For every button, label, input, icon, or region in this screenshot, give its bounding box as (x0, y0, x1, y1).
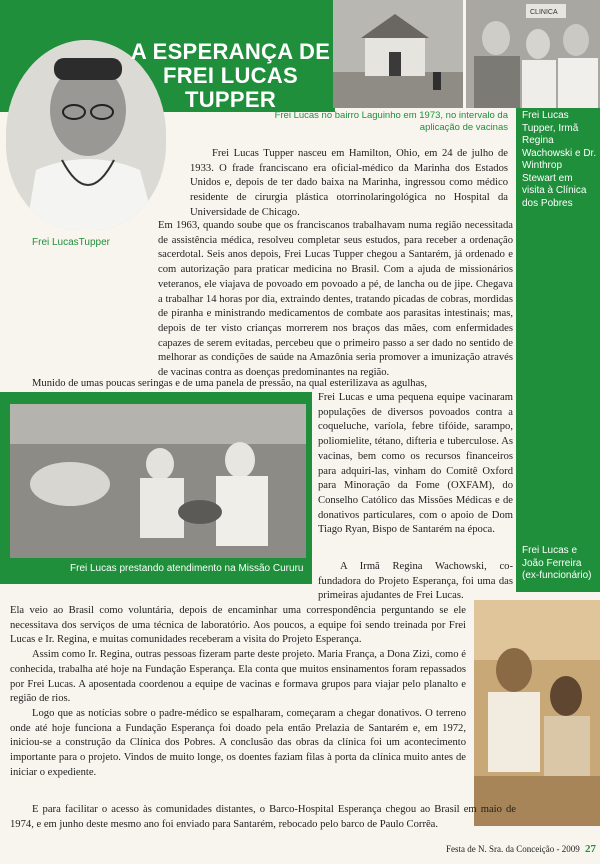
title-line-1: A ESPERANÇA DE (130, 39, 331, 64)
article-paragraph-3 (318, 391, 513, 538)
article-paragraph-2 (10, 219, 513, 381)
paragraph-4-cont-text: Ela veio ao Brasil como voluntária, depois de encaminhar uma correspondência perguntando se ele necessitava dos serviços de uma técnica de laboratório. Aos poucos, a equipe foi sendo treinada por Frei Lucas e Ir. Regina, e muitas comunidades receberam a visita do Projeto Esperança. (10, 605, 466, 646)
footer-publication: Festa de N. Sra. da Conceição - 2009 (446, 844, 580, 854)
mission-illustration (10, 404, 306, 558)
article-title (128, 40, 333, 112)
group-illustration (466, 0, 600, 108)
article-paragraph-3-intro (10, 377, 513, 392)
page-footer (420, 843, 596, 855)
house-photo (333, 0, 463, 108)
group-caption: Frei Lucas Tupper, Irmã Regina Wachowski e Dr. Winthrop Stewart em visita à Clínica dos Pobres (522, 110, 597, 209)
article-paragraph-4 (318, 560, 513, 604)
page-number: 27 (585, 843, 596, 855)
ferreira-caption: Frei Lucas e João Ferreira (ex-funcionário) (522, 545, 592, 581)
paragraph-1-text: Frei Lucas Tupper nasceu em Hamilton, Ohio, em 24 de julho de 1933. O frade franciscano era oficial-médico da Marinha dos Estados Unidos e, depois de ter dado baixa na Marinha, ingressou como médico residente de cirurgia plástica otorrinolaringológica no Hospital da Universidade de Chicago. (190, 148, 508, 218)
paragraph-4-text: A Irmã Regina Wachowski, co-fundadora do Projeto Esperança, foi uma das primeiras ajudantes de Frei Lucas. (318, 561, 513, 602)
article-lower-text (10, 604, 466, 780)
paragraph-5-text: Assim como Ir. Regina, outras pessoas fizeram parte deste projeto. Maria França, a Dona Zizi, como é conhecida, trabalha até hoje na Fundação Esperança. Ela conta que muitos ensinamentos foram repassados por Frei Lucas. A aposentada coordenou a equipe de vacinas e formava grupos para viajar pelo planalto e região de rios. (10, 649, 466, 705)
ferreira-photo (474, 600, 600, 826)
house-illustration (333, 0, 463, 108)
paragraph-6-text: Logo que as notícias sobre o padre-médico se espalharam, começaram a chegar donativos. O terreno onde até hoje funciona a Fundação Esperança foi doado pela então Prelazia de Santarém e, em 1972, iniciou-se a construção da Clínica dos Pobres. A conclusão das obras da clínica foi um acontecimento importante para o projeto. Vindos de muito longe, os doentes faziam filas à porta da clínica muito antes de iniciar o expediente. (10, 707, 466, 778)
paragraph-2-text: Em 1963, quando soube que os franciscanos trabalhavam numa região necessitada de assistência médica, resolveu completar seus estudos, para receber a ordenação sacerdotal. Seis anos depois, Frei Lucas Tupper chegou a Santarém, já ordenado e com autorização para praticar medicina no Brasil. Com a ajuda de missionários veteranos, ele viajava de povoado em povoado a pé, de lancha ou de jipe. Chegava a trabalhar 14 horas por dia, extraindo dentes, tratando picadas de cobras, mordidas de piranha e ministrando medicamentos de combate aos parasitas intestinais; mas, depois de ter visto crianças morrerem nos braços das mães, com enfermidades capazes de serem evitadas, percebeu que o primeiro passo a ser dado no sentido de melhorar as condições de saúde na Amazônia seria promover a imunização através de vacinas contra as doenças predominantes na região. (158, 220, 513, 379)
paragraph-3-intro-text: Munido de umas poucas seringas e de uma panela de pressão, na qual esterilizava as agulhas, (32, 378, 428, 389)
ferreira-illustration (474, 600, 600, 826)
clinic-sign-text: CLINICA (530, 9, 558, 16)
article-paragraph-1 (190, 147, 508, 221)
house-caption: Frei Lucas no bairro Laguinho em 1973, no intervalo da aplicação de vacinas (274, 110, 508, 133)
mission-photo (10, 404, 306, 558)
paragraph-7-text: E para facilitar o acesso às comunidades distantes, o Barco-Hospital Esperança chegou ao Brasil em maio de 1974, e em junho deste mesmo ano foi enviado para Santarém, rebocado pelo barco de Paulo Corrêa. (10, 804, 516, 830)
mission-caption: Frei Lucas prestando atendimento na Missão Cururu (70, 563, 304, 574)
article-paragraph-7 (10, 803, 516, 832)
group-photo (466, 0, 600, 108)
title-line-2: FREI LUCAS TUPPER (163, 63, 298, 112)
portrait-caption: Frei LucasTupper (32, 237, 110, 248)
paragraph-3-text: Frei Lucas e uma pequena equipe vacinaram populações de diversos povoados contra a coqueluche, varíola, febre tifóide, sarampo, poliomielite, tétano, difteria e tuberculose. As vacinas, bem como os recursos financeiros para adquiri-las, vinham do Comitê Oxford para Minoração da Fome (OXFAM), do Conselho Católico das Missões Médicas e de donativos particulares, com o apoio de Dom Tiago Ryan, Bispo de Santarém na época. (318, 392, 513, 536)
